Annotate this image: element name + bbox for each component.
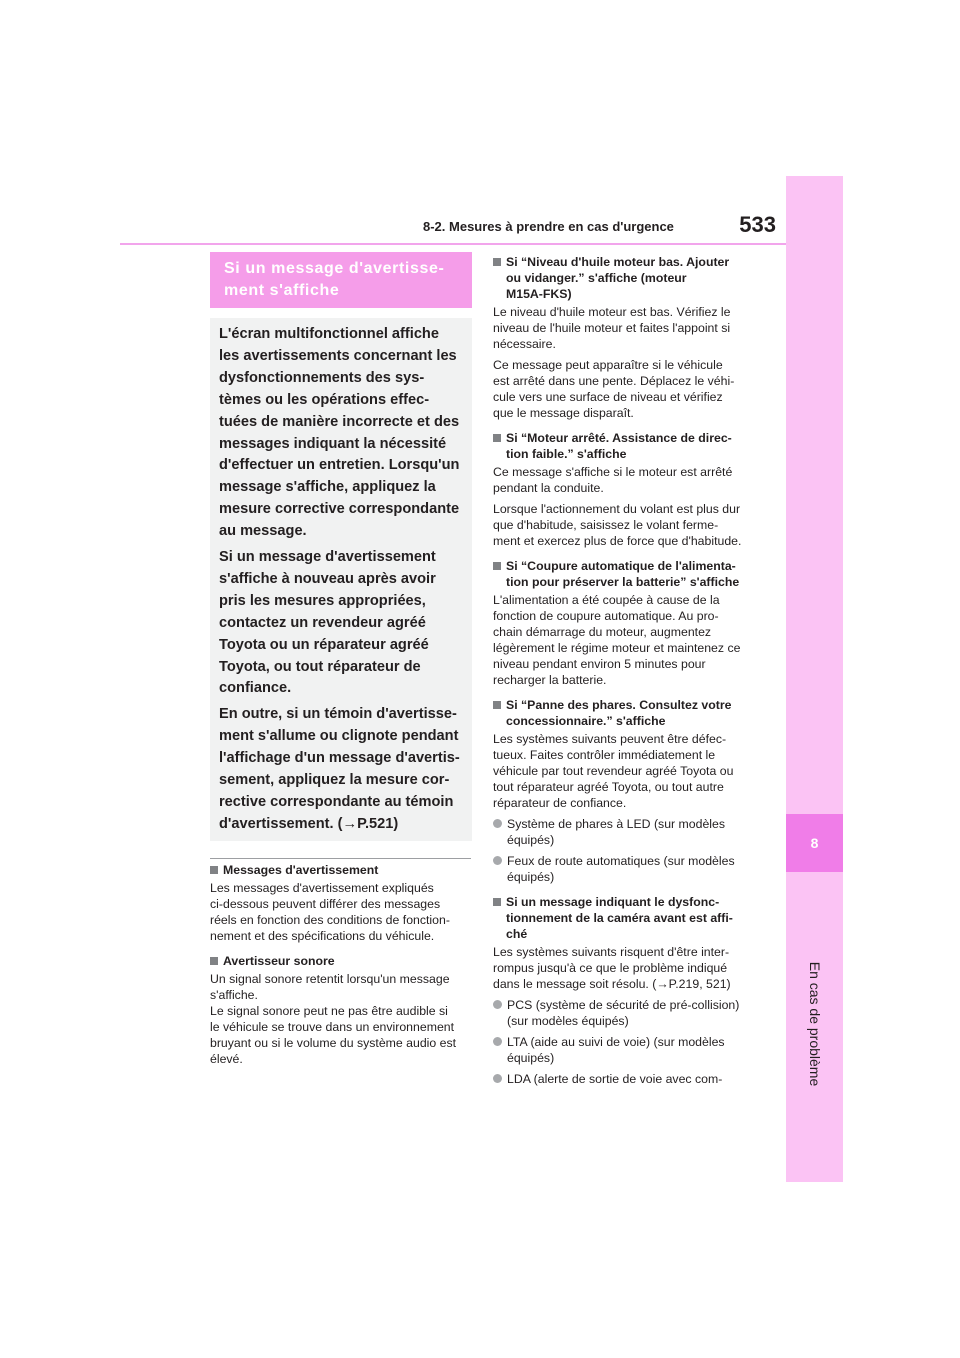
chapter-number: 8: [810, 835, 819, 851]
paragraph: Les systèmes suivants risquent d'être inter- rompus jusqu'à ce que le problème indiqué dans le message soit résolu. (→P.219, 521): [493, 945, 731, 991]
left-column: [210, 862, 472, 1072]
paragraph: Le niveau d'huile moteur est bas. Vérifiez le niveau de l'huile moteur et faites l'appoint si nécessaire.: [493, 305, 731, 351]
square-bullet-icon: [210, 957, 218, 965]
intro-paragraph-1: L'écran multifonctionnel affiche les avertissements concernant les dysfonctionnements des sys- tèmes ou les opérations effec- tuées de manière incorrecte et des messages indiquant la nécessité d'effectuer un entretien. Lorsqu'un message s'affiche, appliquez la mesure corrective correspondante au message.: [219, 326, 460, 540]
chapter-number-tab: [786, 814, 843, 872]
section-title: 8-2. Mesures à prendre en cas d'urgence: [423, 219, 674, 234]
circle-bullet-icon: [493, 1074, 502, 1083]
subsection-heading: Avertisseur sonore: [210, 953, 472, 969]
circle-bullet-icon: [493, 819, 502, 828]
intro-paragraph-2: Si un message d'avertissement s'affiche à nouveau après avoir pris les mesures appropriées, contactez un revendeur agréé Toyota ou un réparateur agréé Toyota, ou tout réparateur de confiance.: [219, 549, 436, 697]
circle-bullet-icon: [493, 1000, 502, 1009]
section-heading-text: Si un message d'avertisse- ment s'affiche: [224, 260, 445, 299]
paragraph: Les messages d'avertissement expliqués ci-dessous peuvent différer des messages réels en fonction des conditions de fonction- nement et des spécifications du véhicule.: [210, 881, 450, 943]
column-divider: [210, 858, 471, 859]
header-rule: [120, 243, 786, 245]
square-bullet-icon: [493, 562, 501, 570]
paragraph: Ce message s'affiche si le moteur est arrêté pendant la conduite.: [493, 465, 733, 495]
chapter-title: En cas de problème: [807, 961, 823, 1087]
square-bullet-icon: [493, 258, 501, 266]
intro-paragraph-3: En outre, si un témoin d'avertisse- ment s'allume ou clignote pendant l'affichage d'un message d'avertis- sement, appliquez la mesure cor- rective correspondante au témoin d'avertissement. (→P.521): [219, 706, 460, 832]
paragraph: Lorsque l'actionnement du volant est plus dur que d'habitude, saisissez le volant ferme- ment et exercez plus de force que d'habitude.: [493, 502, 742, 548]
subsection-heading: Si “Niveau d'huile moteur bas. Ajouter ou vidanger.” s'affiche (moteur M15A-FKS): [493, 254, 755, 302]
list-item: Feux de route automatiques (sur modèles équipés): [493, 853, 755, 885]
subsection-heading: Messages d'avertissement: [210, 862, 472, 878]
subsection-heading: Si “Moteur arrêté. Assistance de direc- tion faible.” s'affiche: [493, 430, 755, 462]
section-heading: [210, 252, 472, 308]
square-bullet-icon: [493, 434, 501, 442]
subsection-heading: Si “Panne des phares. Consultez votre concessionnaire.” s'affiche: [493, 697, 755, 729]
list-item: LTA (aide au suivi de voie) (sur modèles équipés): [493, 1034, 755, 1066]
square-bullet-icon: [493, 898, 501, 906]
paragraph: Les systèmes suivants peuvent être défec- tueux. Faites contrôler immédiatement le véhicule par tout revendeur agréé Toyota ou tout réparateur agréé Toyota, ou tout autre réparateur de confiance.: [493, 732, 734, 810]
paragraph: Ce message peut apparaître si le véhicule est arrêté dans une pente. Déplacez le véhi- cule vers une surface de niveau et vérifiez que le message disparaît.: [493, 358, 735, 420]
paragraph: Un signal sonore retentit lorsqu'un message s'affiche. Le signal sonore peut ne pas être audible si le véhicule se trouve dans un environnement bruyant ou si le volume du système audio est élevé.: [210, 972, 457, 1066]
subsection-heading: Si “Coupure automatique de l'alimenta- tion pour préserver la batterie” s'affiche: [493, 558, 755, 590]
circle-bullet-icon: [493, 856, 502, 865]
right-column: [493, 254, 755, 1092]
list-item: PCS (système de sécurité de pré-collision) (sur modèles équipés): [493, 997, 755, 1029]
intro-note-box: [210, 318, 472, 841]
paragraph: L'alimentation a été coupée à cause de la fonction de coupure automatique. Au pro- chain démarrage du moteur, augmentez légèrement le régime moteur et maintenez ce niveau pendant environ 5 minutes pour recharger la batterie.: [493, 593, 741, 687]
list-item: Système de phares à LED (sur modèles équipés): [493, 816, 755, 848]
list-item: LDA (alerte de sortie de voie avec com-: [493, 1071, 755, 1087]
circle-bullet-icon: [493, 1037, 502, 1046]
square-bullet-icon: [210, 866, 218, 874]
subsection-heading: Si un message indiquant le dysfonc- tionnement de la caméra avant est affi- ché: [493, 894, 755, 942]
page-number: 533: [739, 212, 776, 237]
square-bullet-icon: [493, 701, 501, 709]
